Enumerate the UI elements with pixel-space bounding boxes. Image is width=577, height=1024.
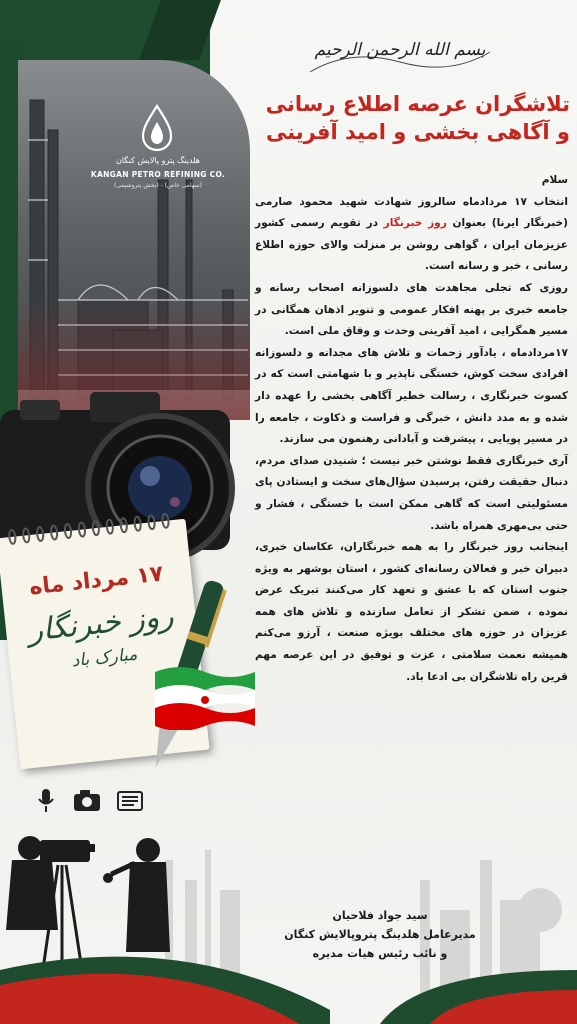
signer-name: سید جواد فلاحیان [332, 909, 428, 922]
notepad-script-line2: مبارک باد [70, 644, 139, 672]
signer-role-2: و نائب رئیس هیات مدیره [312, 947, 448, 960]
iran-flag-icon [150, 660, 260, 730]
paragraph-2: روزی که تجلی مجاهدت های دلسوزانه اصحاب رسانه و جامعه خبری بر پهنه افکار عمومی و تنویر اذهان همگانی در مسیر همگرایی ، امید آفرینی وحدت و وفاق ملی است. [255, 281, 568, 338]
paragraph-3: ۱۷مردادماه ، یادآور زحمات و تلاش های مجدانه و دلسوزانه افرادی سخت کوش، خستگی ناپذیر و با شهامتی است که در کسوت خبرنگاری ، رسالت خطیر آگاهی بخشی را عهده دار شده و به مدد دانش ، خبرگی و فراست و ذکاوت ، جامعه را در مسیر پویایی ، پیشرفت و آبادانی رهنمون می سازند. [255, 346, 568, 446]
signer-role-1: مدیرعامل هلدینگ پتروپالایش کنگان [284, 928, 476, 941]
paragraph-4: آری خبرنگاری فقط نوشتن خبر نیست ؛ شنیدن صدای مردم، دنبال حقیقت رفتن، پرسیدن سؤال‌های سخت و ایستادن پای مسئولیتی است که گاهی ممکن است با خستگی ، فشار و حتی بی‌مهری همراه باشد. [255, 454, 568, 532]
bismillah-calligraphy: بسم الله الرحمن الرحیم [314, 40, 486, 60]
paragraph-1 [255, 192, 568, 278]
logo-subtitle: (سهامی خاص) - (بخش پتروشیمی) [114, 182, 202, 189]
company-logo [88, 100, 228, 210]
paragraph-1-start: انتخاب ۱۷ مردادماه سالروز شهادت شهید محمود صارمی (خبرنگار ایرنا) بعنوان [255, 195, 568, 230]
signature-block [250, 906, 510, 963]
logo-name-en: KANGAN PETRO REFINING CO. [90, 170, 226, 179]
microphone-icon [39, 789, 53, 812]
title-line-2: و آگاهی بخشی و امید آفرینی [265, 120, 570, 144]
logo-name-fa: هلدینگ پترو پالایش کنگان [115, 156, 201, 165]
paragraph-1-end: در تقویم رسمی کشور عزیزمان ایران ، گواهی روشن بر منزلت والای حوزه اطلاع رسانی ، خبر و رسانه است. [255, 217, 568, 273]
title-line-1: تلاشگران عرصه اطلاع رسانی [265, 92, 570, 116]
newspaper-icon [118, 792, 142, 810]
notepad-date: ۱۷ مرداد ماه [28, 561, 165, 601]
flame-drop-icon [140, 104, 174, 152]
camera-icon [74, 790, 100, 811]
message-body [255, 170, 568, 688]
highlight-journalist-day: روز خبرنگار [383, 217, 447, 230]
page-title [250, 90, 570, 146]
media-icons [30, 786, 150, 816]
greeting: سلام [541, 174, 568, 186]
paragraph-5: اینجانب روز خبرنگار را به همه خبرنگاران، عکاسان خبری، دبیران خبر و فعالان رسانه‌ای کشور ، استان بوشهر به ویژه جنوب استان که با عشق و تعهد کار می‌کنند تبریک عرض نموده ، ضمن تشکر از تعامل سازنده و تلاش های همه عزیزان در حوزه های مختلف بویژه صنعت ، آرزو می‌کنم همیشه نعمت سلامتی ، عزت و توفیق در این عرصه مهم قرین راه تلاشگران بی ادعا باد. [255, 541, 568, 683]
notepad-script-line1: روز خبرنگار [26, 598, 176, 649]
